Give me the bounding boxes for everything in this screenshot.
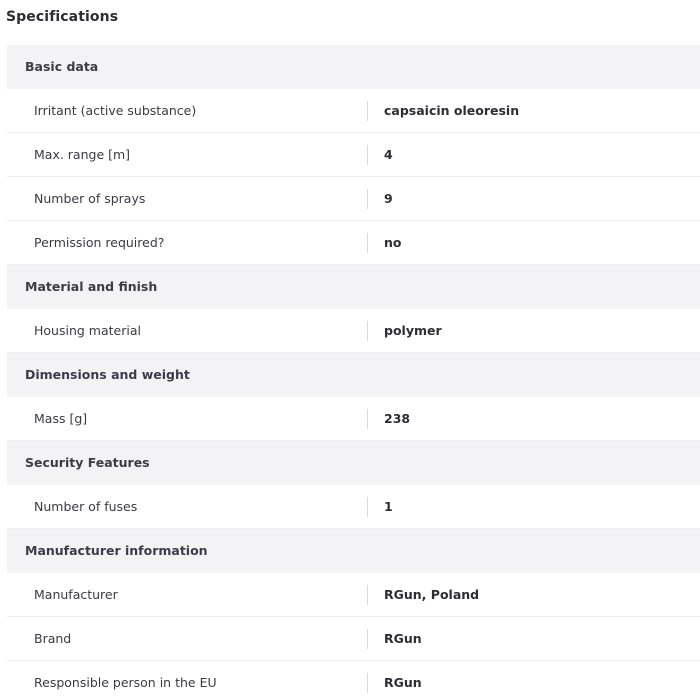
spec-key: Brand — [34, 631, 72, 646]
spec-row — [7, 221, 700, 265]
column-divider — [367, 629, 368, 649]
spec-row — [7, 133, 700, 177]
section-title: Material and finish — [25, 279, 158, 294]
spec-key: Housing material — [34, 323, 141, 338]
column-divider — [367, 673, 368, 693]
spec-value: RGun — [384, 675, 422, 690]
spec-row — [7, 573, 700, 617]
spec-key: Irritant (active substance) — [34, 103, 197, 118]
spec-row — [7, 397, 700, 441]
spec-value: RGun — [384, 631, 422, 646]
column-divider — [367, 321, 368, 341]
column-divider — [367, 233, 368, 253]
spec-key: Number of sprays — [34, 191, 146, 206]
spec-row — [7, 485, 700, 529]
spec-row — [7, 89, 700, 133]
column-divider — [367, 497, 368, 517]
spec-row — [7, 309, 700, 353]
spec-key: Responsible person in the EU — [34, 675, 217, 690]
column-divider — [367, 585, 368, 605]
column-divider — [367, 409, 368, 429]
spec-key: Permission required? — [34, 235, 165, 250]
section-header — [7, 45, 700, 89]
column-divider — [367, 101, 368, 121]
column-divider — [367, 145, 368, 165]
spec-row — [7, 617, 700, 661]
spec-key: Mass [g] — [34, 411, 88, 426]
specifications-table — [7, 45, 700, 700]
spec-key: Number of fuses — [34, 499, 138, 514]
section-title: Dimensions and weight — [25, 367, 190, 382]
spec-value: 238 — [384, 411, 411, 426]
spec-row — [7, 177, 700, 221]
spec-value: polymer — [384, 323, 442, 338]
spec-key: Manufacturer — [34, 587, 118, 602]
section-header — [7, 265, 700, 309]
spec-row — [7, 661, 700, 700]
spec-value: RGun, Poland — [384, 587, 480, 602]
section-header — [7, 441, 700, 485]
page-title: Specifications — [6, 9, 119, 25]
spec-value: 9 — [384, 191, 393, 206]
spec-value: 1 — [384, 499, 393, 514]
section-title: Manufacturer information — [25, 543, 208, 558]
section-header — [7, 353, 700, 397]
spec-value: 4 — [384, 147, 393, 162]
column-divider — [367, 189, 368, 209]
section-header — [7, 529, 700, 573]
spec-key: Max. range [m] — [34, 147, 131, 162]
section-title: Basic data — [25, 59, 99, 74]
spec-value: no — [384, 235, 402, 250]
section-title: Security Features — [25, 455, 150, 470]
spec-value: capsaicin oleoresin — [384, 103, 520, 118]
